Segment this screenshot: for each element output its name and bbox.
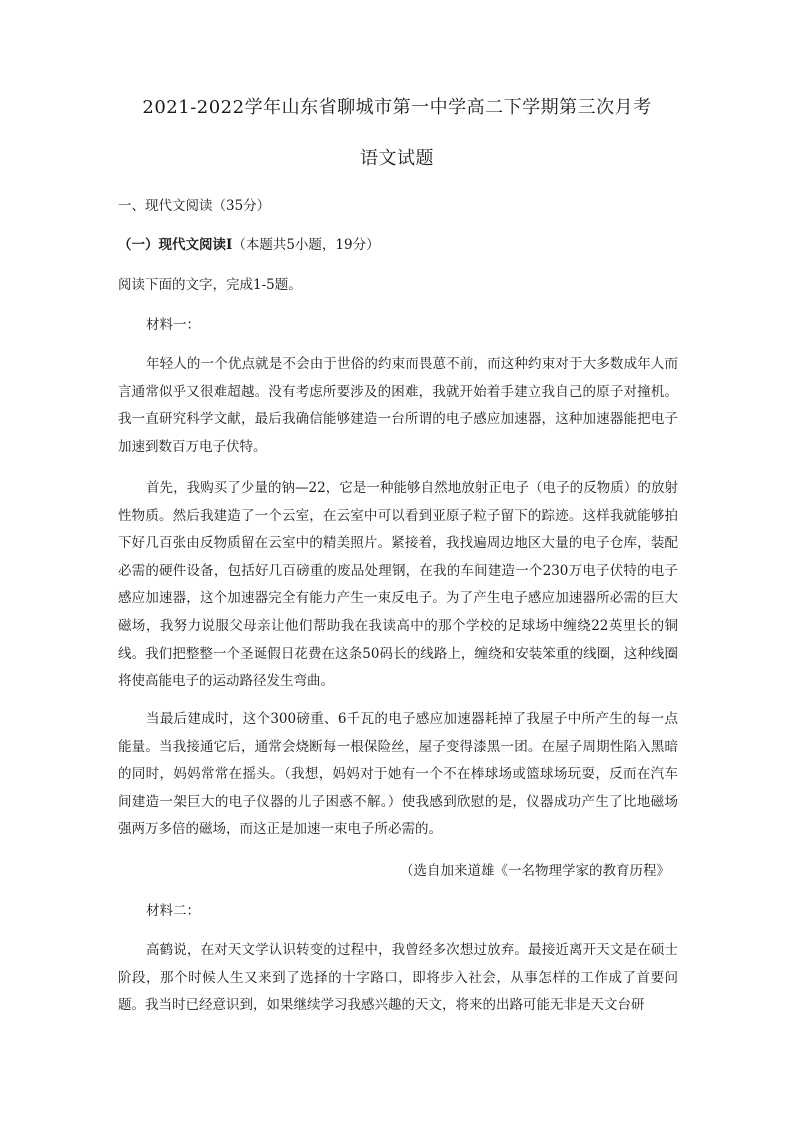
material-one-paragraph-1: 年轻人的一个优点就是不会由于世俗的约束而畏葸不前，而这种约束对于大多数成年人而言通常似乎又很难超越。没有考虑所要涉及的困难，我就开始着手建立我自己的原子对撞机。我一直研究科学文献，最后我确信能够建造一台所谓的电子感应加速器，这种加速器能把电子加速到数百万电子伏特。 (118, 356, 678, 455)
exam-title: 2021-2022学年山东省聊城市第一中学高二下学期第三次月考 (142, 97, 652, 118)
part-heading-note: （本题共5小题，19分） (232, 237, 380, 253)
material-one-paragraph-2: 首先，我购买了少量的钠—22，它是一种能够自然地放射正电子（电子的反物质）的放射性物质。然后我建造了一个云室，在云室中可以看到亚原子粒子留下的踪迹。这样我就能够拍下好几百张由反物质留在云室中的精美照片。紧接着，我找遍周边地区大量的电子仓库，装配必需的硬件设备，包括好几百磅重的废品处理钢，在我的车间建造一个230万电子伏特的电子感应加速器，这个加速器完全有能力产生一束反电子。为了产生电子感应加速器所必需的巨大磁场，我努力说服父母亲让他们帮助我在我读高中的那个学校的足球场中缠绕22英里长的铜线。我们把整整一个圣诞假日花费在这条50码长的线路上，缠绕和安装笨重的线圈，这种线圈将使高能电子的运动路径发生弯曲。 (118, 480, 678, 690)
section-heading: 一、现代文阅读（35分） (118, 198, 271, 214)
material-one-source: （选自加来道雄《一名物理学家的教育历程》 (400, 863, 670, 879)
material-one-label: 材料一： (146, 317, 200, 333)
material-two-paragraph-1: 高鹤说，在对天文学认识转变的过程中，我曾经多次想过放弃。最接近离开天文是在硕士阶段，那个时候人生又来到了选择的十字路口，即将步入社会，从事怎样的工作成了首要问题。我当时已经意识到，如果继续学习我感兴趣的天文，将来的出路可能无非是天文台研 (118, 942, 678, 1014)
part-heading-bold: （一）现代文阅读Ⅰ (118, 237, 233, 253)
part-heading (118, 235, 380, 255)
material-two-label: 材料二： (146, 903, 200, 919)
material-one-paragraph-3: 当最后建成时，这个300磅重、6千瓦的电子感应加速器耗掉了我屋子中所产生的每一点能量。当我接通它后，通常会烧断每一根保险丝，屋子变得漆黑一团。在屋子周期性陷入黑暗的同时，妈妈常常在摇头。（我想，妈妈对于她有一个不在棒球场或篮球场玩耍，反而在汽车间建造一架巨大的电子仪器的儿子困惑不解。）使我感到欣慰的是，仪器成功产生了比地磁场强两万多倍的磁场，而这正是加速一束电子所必需的。 (118, 711, 678, 838)
reading-instruction: 阅读下面的文字，完成1-5题。 (118, 277, 302, 293)
exam-subtitle: 语文试题 (360, 148, 434, 169)
